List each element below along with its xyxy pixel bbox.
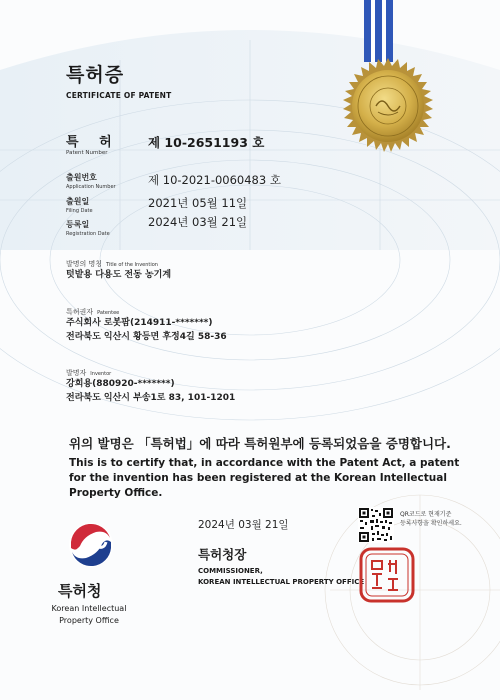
inventor-address: 전라북도 익산시 부송1로 83, 101-1201 — [66, 393, 236, 403]
commissioner-title: 특허청장 — [198, 547, 247, 562]
registration-label-en: Registration Date — [66, 231, 110, 237]
issue-date: 2024년 03월 21일 — [198, 519, 289, 531]
application-label: 출원번호 — [66, 173, 97, 182]
invention-title: 텃밭용 다용도 전동 농기계 — [66, 270, 172, 280]
filing-label: 출원일 — [66, 197, 90, 206]
patent-label: 특 허 — [66, 135, 120, 150]
patentee-name: 주식회사 로봇팜(214911-*******) — [66, 318, 213, 328]
patentee-label: 특허권자 Patentee — [66, 308, 120, 316]
application-label-en: Application Number — [66, 184, 116, 190]
qr-code-icon[interactable] — [358, 507, 394, 543]
ribbon-stripe — [375, 0, 382, 62]
ribbon-stripe — [386, 0, 393, 62]
qr-instructions: QR코드로 현재기준 등록사항을 확인하세요. — [400, 511, 462, 527]
inventor-name: 강희용(880920-*******) — [66, 379, 175, 389]
registration-label: 등록일 — [66, 220, 90, 229]
certificate-title: 특허증 — [66, 64, 125, 86]
patentee-address: 전라북도 익산시 황등면 후정4길 58-36 — [66, 332, 227, 342]
kipo-logo-icon — [66, 520, 116, 570]
application-number: 제 10-2021-0060483 호 — [148, 173, 281, 187]
filing-date: 2021년 05월 11일 — [148, 196, 248, 210]
registration-date: 2024년 03월 21일 — [148, 215, 248, 229]
patent-label-en: Patent Number — [66, 150, 108, 156]
commissioner-title-en: COMMISSIONER, KOREAN INTELLECTUAL PROPERTY OFFICE — [198, 567, 365, 586]
red-stamp-icon — [358, 546, 416, 604]
gold-seal-icon — [338, 56, 438, 156]
ribbon-stripe — [364, 0, 371, 62]
kipo-name-en: Korean Intellectual Property Office — [51, 604, 127, 625]
invention-label: 발명의 명칭 Title of the Invention — [66, 260, 158, 268]
patent-number: 제 10-2651193 호 — [148, 135, 265, 150]
inventor-label: 발명자 Inventor — [66, 369, 112, 377]
certification-statement-ko: 위의 발명은 「특허법」에 따라 특허원부에 등록되었음을 증명합니다. — [69, 436, 451, 451]
certificate-title-en: CERTIFICATE OF PATENT — [66, 91, 172, 100]
certification-statement-en: This is to certify that, in accordance with the Patent Act, a patent for the invention has been registered at the Korean Intellectual Property Office. — [69, 457, 460, 499]
filing-label-en: Filing Date — [66, 208, 93, 214]
kipo-name-ko: 특허청 — [58, 582, 102, 600]
